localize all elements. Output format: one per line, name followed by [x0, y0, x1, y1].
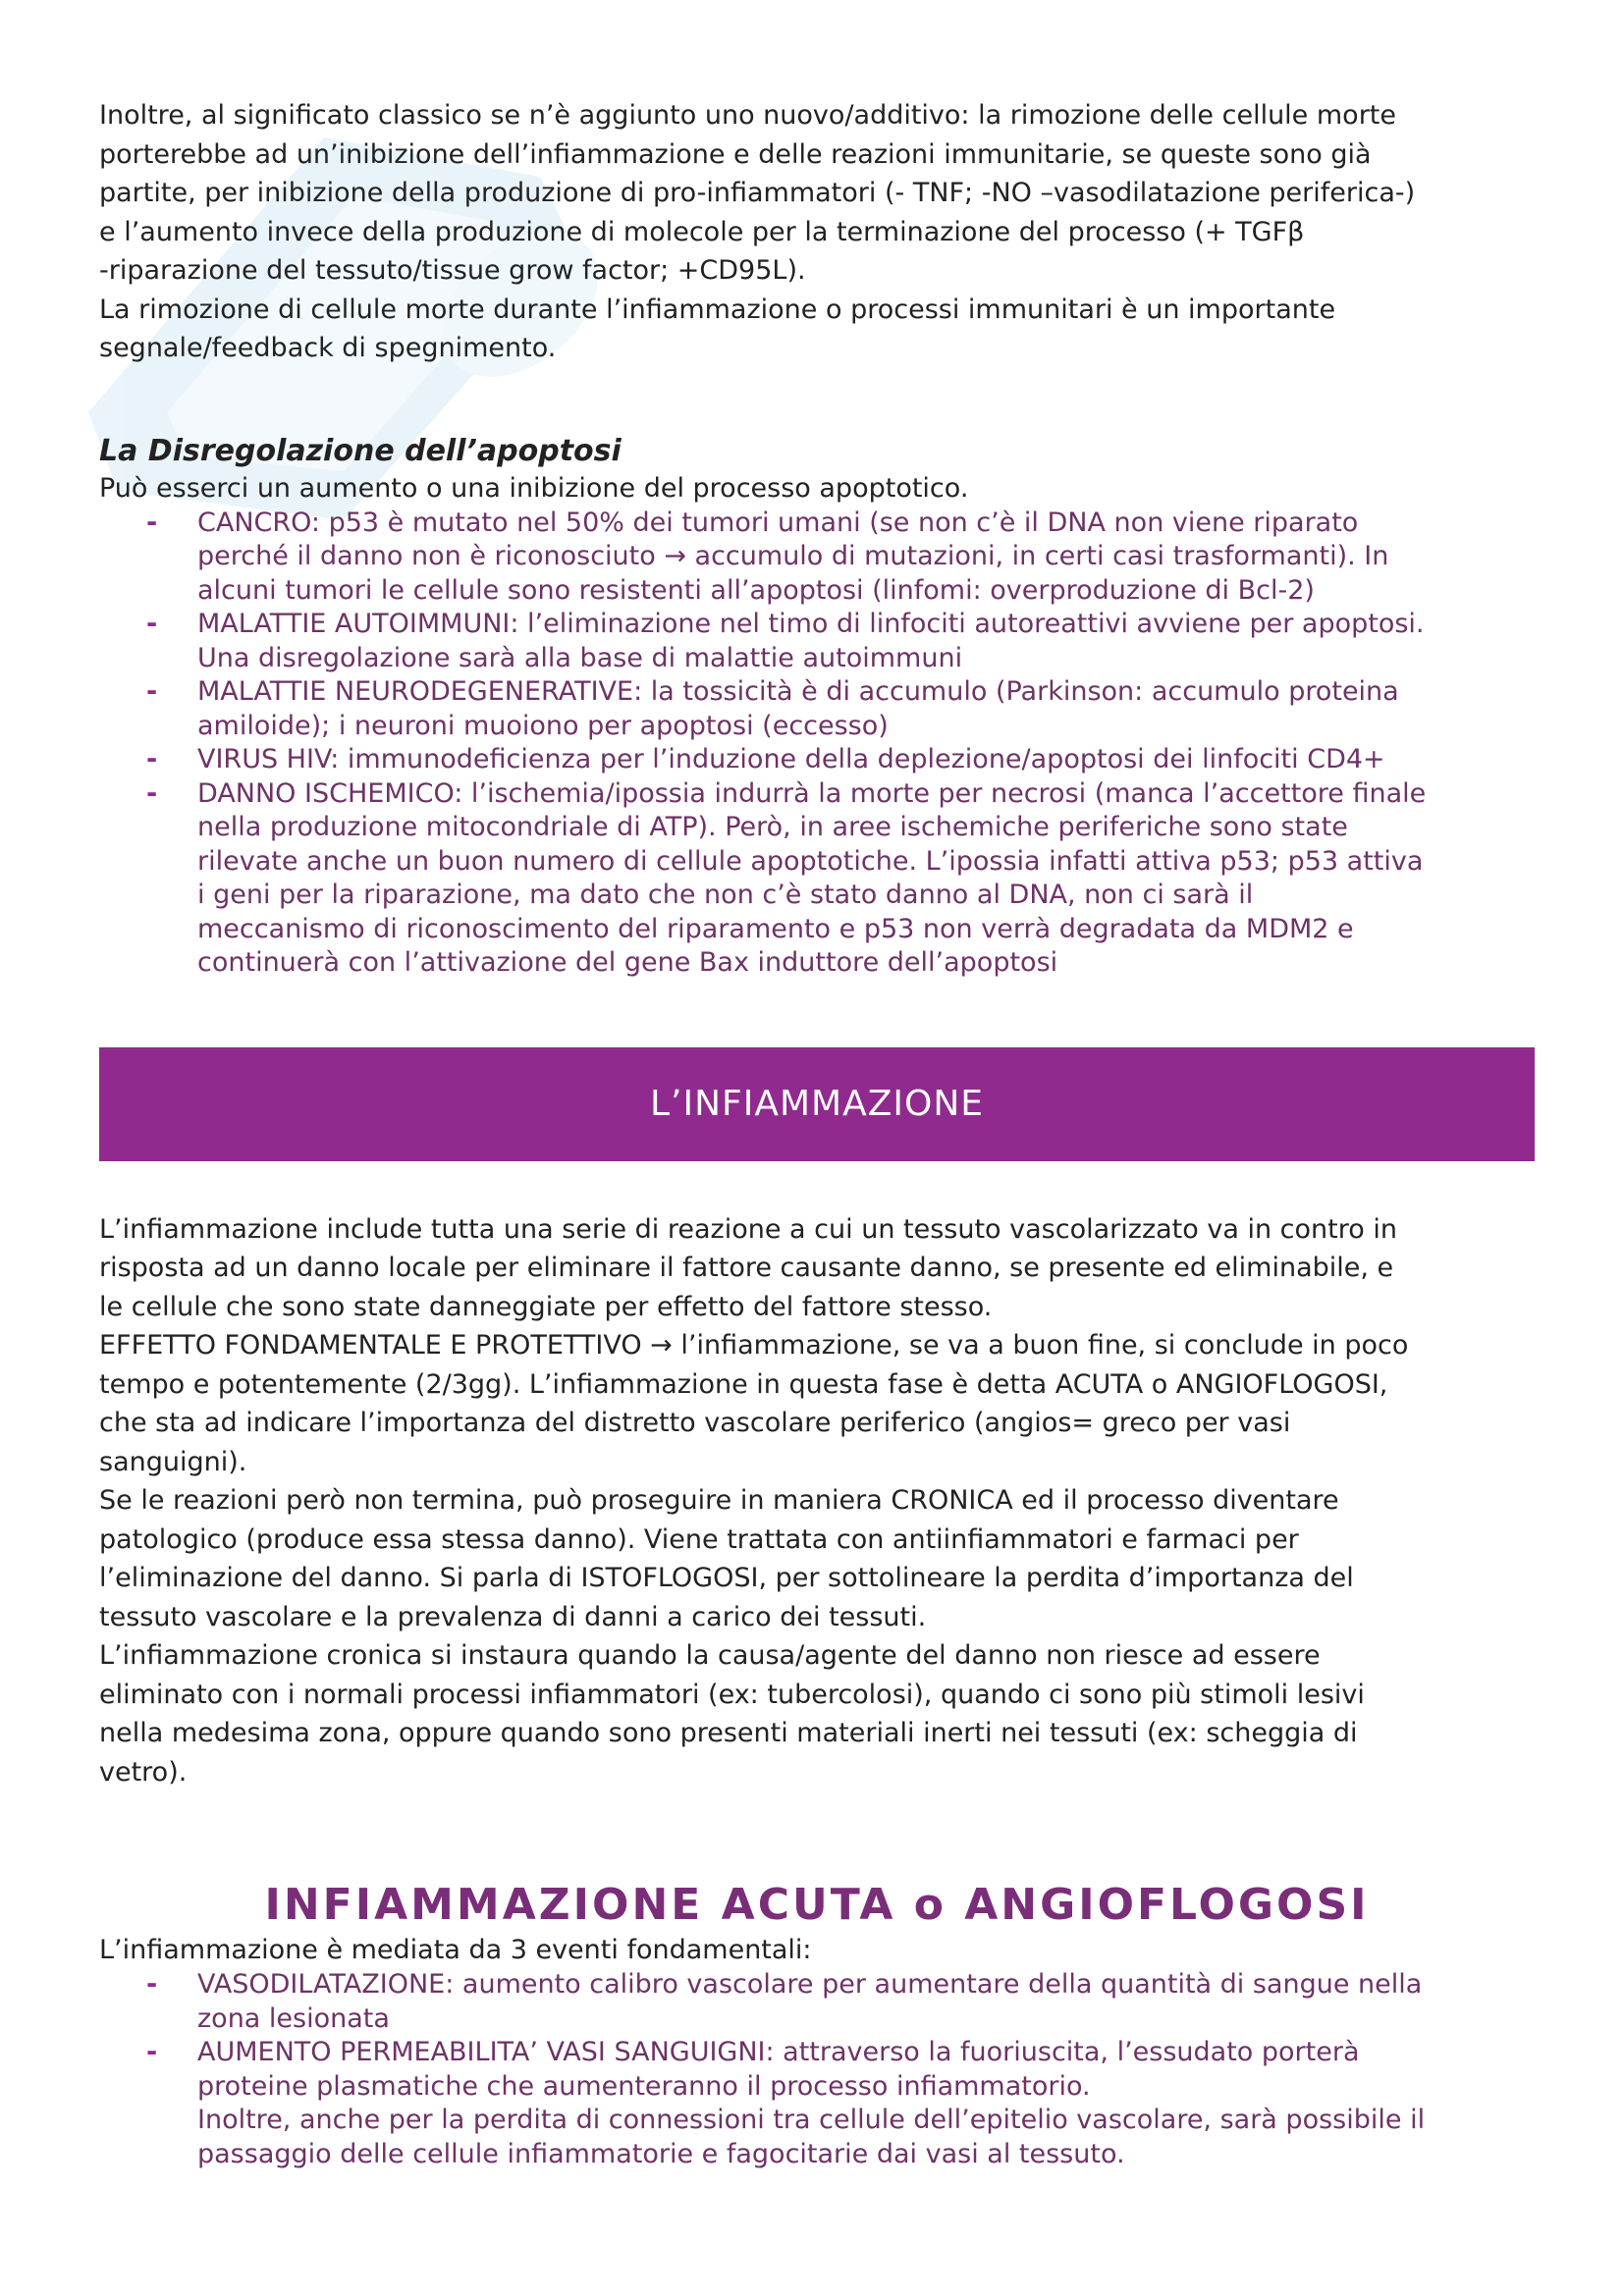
- text-line: patologico (produce essa stessa danno). Viene trattata con antiinfiammatori e farmaci per: [99, 1523, 1299, 1555]
- list-line: proteine plasmatiche che aumenteranno il processo infiammatorio.: [197, 2070, 1091, 2102]
- list-line: VASODILATAZIONE: aumento calibro vascolare per aumentare della quantità di sangue nella: [197, 1969, 1423, 2000]
- text-line: eliminato con i normali processi infiammatori (ex: tubercolosi), quando ci sono più stimoli lesivi: [99, 1679, 1365, 1710]
- bullet-dash: -: [146, 609, 158, 639]
- list-item: [99, 1968, 1535, 2036]
- text-line: sanguigni).: [99, 1446, 247, 1477]
- bullet-dash: -: [146, 676, 158, 707]
- bullet-dash: -: [146, 507, 158, 538]
- list-line: amiloide); i neuroni muoiono per apoptosi (eccesso): [197, 710, 889, 741]
- list-line: CANCRO: p53 è mutato nel 50% dei tumori umani (se non c’è il DNA non viene riparato: [197, 507, 1359, 538]
- list-item: [99, 743, 1535, 777]
- list-line: AUMENTO PERMEABILITA’ VASI SANGUIGNI: attraverso la fuoriuscita, l’essudato porterà: [197, 2037, 1360, 2067]
- list-line: Inoltre, anche per la perdita di connessioni tra cellule dell’epitelio vascolare, sarà possibile il: [197, 2105, 1426, 2135]
- section-banner: [99, 1047, 1535, 1161]
- list-line: Una disregolazione sarà alla base di malattie autoimmuni: [197, 642, 963, 673]
- list-item: [99, 675, 1535, 743]
- intro-section: [99, 96, 1535, 368]
- list-item: [99, 507, 1535, 609]
- list-item: [99, 608, 1535, 675]
- text-line: e l’aumento invece della produzione di molecole per la terminazione del processo (+ TGFβ: [99, 216, 1305, 247]
- text-line: Inoltre, al significato classico se n’è aggiunto uno nuovo/additivo: la rimozione delle cellule morte: [99, 100, 1396, 131]
- disregolazione-list: [99, 507, 1535, 981]
- list-line: MALATTIE NEURODEGENERATIVE: la tossicità è di accumulo (Parkinson: accumulo proteina: [197, 676, 1399, 707]
- list-line: nella produzione mitocondriale di ATP). Però, in aree ischemiche periferiche sono state: [197, 812, 1348, 842]
- text-line: vetro).: [99, 1756, 188, 1788]
- infiammazione-section: [99, 1210, 1535, 1792]
- text-line: partite, per inibizione della produzione di pro-infiammatori (- TNF; -NO –vasodilatazione periferica-): [99, 178, 1416, 208]
- text-line: EFFETTO FONDAMENTALE E PROTETTIVO → l’infiammazione, se va a buon fine, si conclude in poco: [99, 1330, 1409, 1361]
- list-line: continuerà con l’attivazione del gene Bax induttore dell’apoptosi: [197, 947, 1058, 978]
- list-line: VIRUS HIV: immunodeficienza per l’induzione della deplezione/apoptosi dei linfociti CD4+: [197, 744, 1385, 774]
- bullet-dash: -: [146, 777, 158, 809]
- list-line: meccanismo di riconoscimento del riparamento e p53 non verrà degradata da MDM2 e: [197, 913, 1354, 944]
- text-line: nella medesima zona, oppure quando sono presenti materiali inerti nei tessuti (ex: scheggia di: [99, 1718, 1358, 1748]
- text-line: che sta ad indicare l’importanza del distretto vascolare periferico (angios= greco per vasi: [99, 1408, 1291, 1438]
- text-line: tessuto vascolare e la prevalenza di danni a carico dei tessuti.: [99, 1601, 927, 1632]
- bullet-dash: -: [146, 1969, 158, 2000]
- list-line: passaggio delle cellule infiammatorie e fagocitarie dai vasi al tessuto.: [197, 2138, 1125, 2169]
- text-line: Se le reazioni però non termina, può proseguire in maniera CRONICA ed il processo diventare: [99, 1485, 1339, 1516]
- disregolazione-heading: La Disregolazione dell’apoptosi: [99, 433, 622, 468]
- bullet-dash: -: [146, 744, 158, 774]
- text-line: L’infiammazione include tutta una serie di reazione a cui un tessuto vascolarizzato va in contro in: [99, 1213, 1397, 1245]
- list-line: DANNO ISCHEMICO: l’ischemia/ipossia indurrà la morte per necrosi (manca l’accettore finale: [197, 777, 1427, 809]
- list-line: rilevate anche un buon numero di cellule apoptotiche. L’ipossia infatti attiva p53; p53 attiva: [197, 845, 1424, 877]
- list-line: i geni per la riparazione, ma dato che non c’è stato danno al DNA, non ci sarà il: [197, 880, 1254, 910]
- text-line: porterebbe ad un’inibizione dell’infiammazione e delle reazioni immunitarie, se queste sono già: [99, 138, 1372, 170]
- disregolazione-intro: Può esserci un aumento o una inibizione del processo apoptotico.: [99, 472, 969, 504]
- text-line: -riparazione del tessuto/tissue grow factor; +CD95L).: [99, 255, 806, 286]
- text-line: La rimozione di cellule morte durante l’infiammazione o processi immunitari è un importante: [99, 294, 1336, 325]
- text-line: risposta ad un danno locale per eliminare il fattore causante danno, se presente ed eliminabile, e: [99, 1253, 1394, 1283]
- text-line: tempo e potentemente (2/3gg). L’infiammazione in questa fase è detta ACUTA o ANGIOFLOGOSI,: [99, 1368, 1388, 1400]
- list-item: [99, 2036, 1535, 2171]
- acuta-title: INFIAMMAZIONE ACUTA o ANGIOFLOGOSI: [264, 1880, 1370, 1930]
- text-line: l’eliminazione del danno. Si parla di ISTOFLOGOSI, per sottolineare la perdita d’importanza del: [99, 1563, 1354, 1593]
- acuta-intro: L’infiammazione è mediata da 3 eventi fondamentali:: [99, 1935, 812, 1965]
- bullet-dash: -: [146, 2037, 158, 2067]
- banner-title: L’INFIAMMAZIONE: [649, 1084, 985, 1124]
- text-line: L’infiammazione cronica si instaura quando la causa/agente del danno non riesce ad essere: [99, 1640, 1321, 1671]
- list-line: MALATTIE AUTOIMMUNI: l’eliminazione nel timo di linfociti autoreattivi avviene per apoptosi.: [197, 609, 1425, 639]
- list-line: perché il danno non è riconosciuto → accumulo di mutazioni, in certi casi trasformanti). In: [197, 541, 1389, 571]
- document-page: [99, 96, 1535, 2171]
- text-line: le cellule che sono state danneggiate per effetto del fattore stesso.: [99, 1291, 993, 1322]
- list-line: zona lesionata: [197, 2002, 390, 2034]
- list-item: [99, 777, 1535, 981]
- text-line: segnale/feedback di spegnimento.: [99, 333, 557, 363]
- acuta-list: [99, 1968, 1535, 2171]
- list-line: alcuni tumori le cellule sono resistenti all’apoptosi (linfomi: overproduzione di Bcl-2): [197, 574, 1315, 606]
